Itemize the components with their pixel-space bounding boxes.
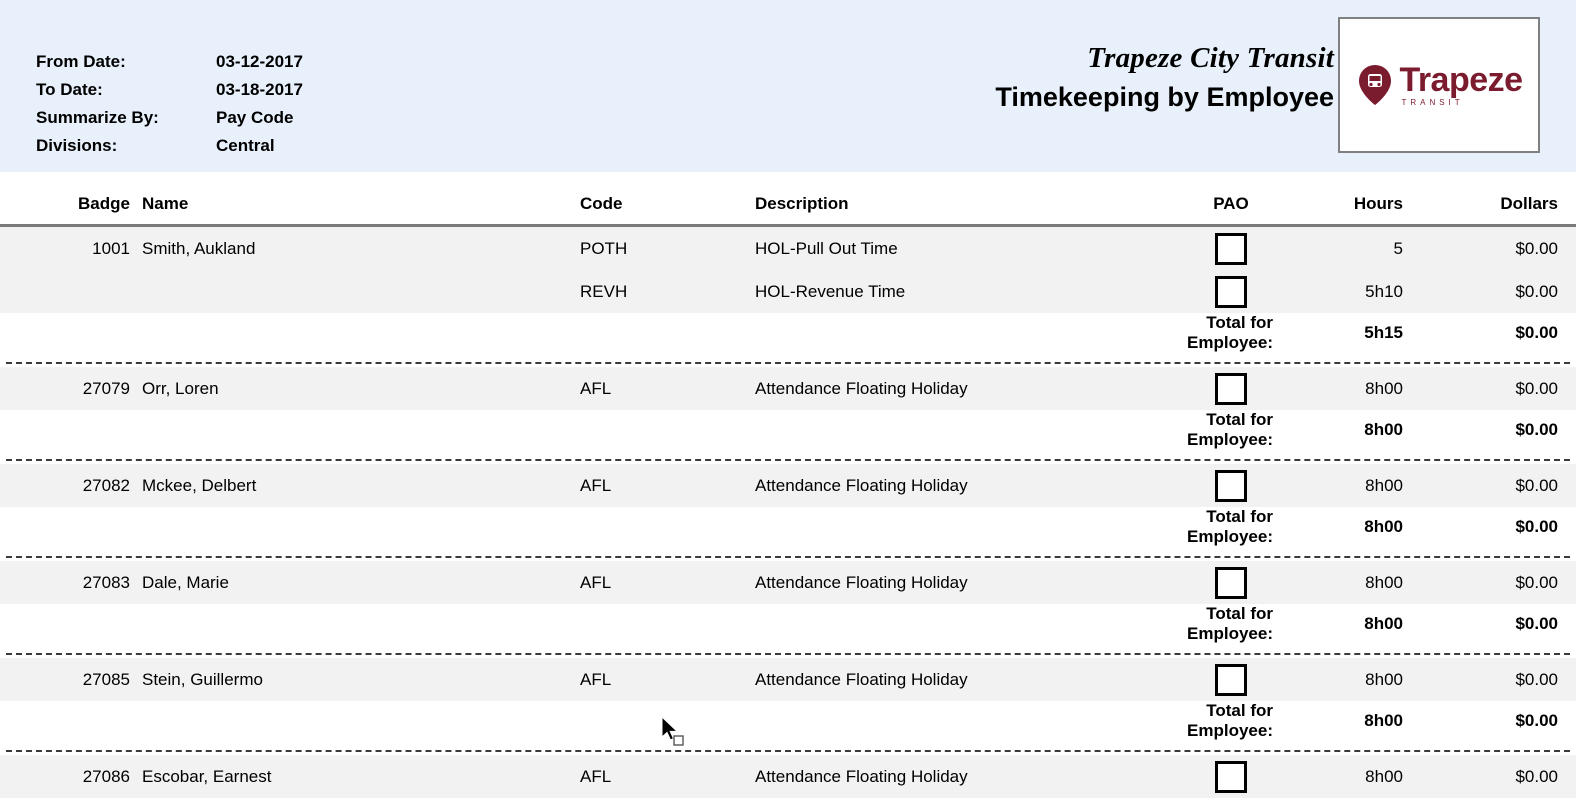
cell-spacer (0, 507, 1185, 547)
cell-description: Attendance Floating Holiday (755, 658, 1185, 701)
cell-code: AFL (580, 561, 755, 604)
cell-badge (0, 270, 130, 313)
total-hours: 8h00 (1295, 604, 1423, 644)
pao-checkbox[interactable] (1215, 373, 1247, 405)
pao-checkbox[interactable] (1215, 233, 1247, 265)
table-row (0, 658, 1576, 701)
cell-description: Attendance Floating Holiday (755, 367, 1185, 410)
cell-name: Dale, Marie (130, 561, 580, 604)
cell-name: Smith, Aukland (130, 226, 580, 271)
cell-dollars: $0.00 (1423, 464, 1576, 507)
total-dollars: $0.00 (1423, 507, 1576, 547)
group-separator (0, 353, 1576, 367)
pao-checkbox[interactable] (1215, 761, 1247, 793)
table-row (0, 270, 1576, 313)
cell-dollars: $0.00 (1423, 270, 1576, 313)
parameter-value: Pay Code (216, 108, 293, 128)
parameter-label: From Date: (36, 52, 216, 72)
map-pin-icon (1355, 63, 1395, 107)
cell-pao (1185, 561, 1295, 604)
timekeeping-table (0, 172, 1576, 798)
cell-badge: 27082 (0, 464, 130, 507)
parameter-divisions (36, 136, 303, 164)
cell-dollars: $0.00 (1423, 226, 1576, 271)
cell-name: Mckee, Delbert (130, 464, 580, 507)
parameter-to-date (36, 80, 303, 108)
table-row (0, 226, 1576, 271)
logo-text: Trapeze (1399, 63, 1522, 97)
employee-total-row (0, 701, 1576, 741)
separator-line (0, 547, 1576, 561)
total-hours: 8h00 (1295, 507, 1423, 547)
separator-line (0, 644, 1576, 658)
total-hours: 5h15 (1295, 313, 1423, 353)
report-header (0, 0, 1576, 172)
separator-line (0, 450, 1576, 464)
cell-spacer (0, 604, 1185, 644)
pao-checkbox[interactable] (1215, 567, 1247, 599)
employee-total-row (0, 410, 1576, 450)
parameter-summarize-by (36, 108, 303, 136)
title-block (634, 42, 1334, 113)
table-row (0, 561, 1576, 604)
employee-total-row (0, 313, 1576, 353)
cell-hours: 8h00 (1295, 367, 1423, 410)
page-title: Timekeeping by Employee (634, 82, 1334, 113)
parameter-value: 03-18-2017 (216, 80, 303, 100)
total-label: Total for Employee: (1185, 313, 1295, 353)
cell-badge: 27079 (0, 367, 130, 410)
group-separator (0, 644, 1576, 658)
cell-code: REVH (580, 270, 755, 313)
total-label: Total for Employee: (1185, 507, 1295, 547)
logo-wordmark (1399, 63, 1522, 107)
pao-checkbox[interactable] (1215, 470, 1247, 502)
parameter-label: Divisions: (36, 136, 216, 156)
column-header-badge: Badge (0, 172, 130, 226)
group-separator (0, 741, 1576, 755)
cell-hours: 5 (1295, 226, 1423, 271)
table-row (0, 755, 1576, 798)
report-parameters (36, 52, 303, 164)
cell-badge: 27085 (0, 658, 130, 701)
group-separator (0, 450, 1576, 464)
total-hours: 8h00 (1295, 410, 1423, 450)
cell-hours: 5h10 (1295, 270, 1423, 313)
separator-line (0, 353, 1576, 367)
cell-hours: 8h00 (1295, 464, 1423, 507)
column-header-dollars: Dollars (1423, 172, 1576, 226)
employee-total-row (0, 507, 1576, 547)
cell-description: Attendance Floating Holiday (755, 561, 1185, 604)
logo (1338, 17, 1540, 153)
cell-spacer (0, 410, 1185, 450)
cell-name: Escobar, Earnest (130, 755, 580, 798)
column-header-hours: Hours (1295, 172, 1423, 226)
cell-name: Orr, Loren (130, 367, 580, 410)
logo-subtext: TRANSIT (1401, 99, 1463, 107)
total-label: Total for Employee: (1185, 604, 1295, 644)
column-header-name: Name (130, 172, 580, 226)
column-header-pao: PAO (1185, 172, 1295, 226)
cell-pao (1185, 270, 1295, 313)
cell-spacer (0, 701, 1185, 741)
cell-description: HOL-Pull Out Time (755, 226, 1185, 271)
cell-description: HOL-Revenue Time (755, 270, 1185, 313)
parameter-from-date (36, 52, 303, 80)
total-label: Total for Employee: (1185, 410, 1295, 450)
separator-line (0, 741, 1576, 755)
employee-total-row (0, 604, 1576, 644)
cell-pao (1185, 226, 1295, 271)
column-header-description: Description (755, 172, 1185, 226)
cell-code: AFL (580, 755, 755, 798)
cell-badge: 27086 (0, 755, 130, 798)
cell-pao (1185, 658, 1295, 701)
parameter-value: 03-12-2017 (216, 52, 303, 72)
cell-description: Attendance Floating Holiday (755, 755, 1185, 798)
cell-pao (1185, 464, 1295, 507)
cell-description: Attendance Floating Holiday (755, 464, 1185, 507)
cell-pao (1185, 755, 1295, 798)
cell-pao (1185, 367, 1295, 410)
cell-badge: 1001 (0, 226, 130, 271)
cell-spacer (0, 313, 1185, 353)
pao-checkbox[interactable] (1215, 664, 1247, 696)
pao-checkbox[interactable] (1215, 276, 1247, 308)
total-hours: 8h00 (1295, 701, 1423, 741)
table-row (0, 367, 1576, 410)
cell-code: POTH (580, 226, 755, 271)
total-label: Total for Employee: (1185, 701, 1295, 741)
table-body (0, 226, 1576, 798)
cell-dollars: $0.00 (1423, 561, 1576, 604)
parameter-label: Summarize By: (36, 108, 216, 128)
cell-dollars: $0.00 (1423, 755, 1576, 798)
cell-code: AFL (580, 658, 755, 701)
parameter-label: To Date: (36, 80, 216, 100)
total-dollars: $0.00 (1423, 313, 1576, 353)
parameter-value: Central (216, 136, 275, 156)
cell-badge: 27083 (0, 561, 130, 604)
report-body (0, 172, 1576, 798)
cell-code: AFL (580, 464, 755, 507)
column-header-code: Code (580, 172, 755, 226)
total-dollars: $0.00 (1423, 410, 1576, 450)
group-separator (0, 547, 1576, 561)
total-dollars: $0.00 (1423, 604, 1576, 644)
cell-code: AFL (580, 367, 755, 410)
cell-hours: 8h00 (1295, 561, 1423, 604)
cell-name (130, 270, 580, 313)
table-header-row (0, 172, 1576, 226)
table-row (0, 464, 1576, 507)
cell-hours: 8h00 (1295, 755, 1423, 798)
cell-hours: 8h00 (1295, 658, 1423, 701)
company-name: Trapeze City Transit (634, 42, 1334, 75)
total-dollars: $0.00 (1423, 701, 1576, 741)
cell-name: Stein, Guillermo (130, 658, 580, 701)
cell-dollars: $0.00 (1423, 658, 1576, 701)
cell-dollars: $0.00 (1423, 367, 1576, 410)
